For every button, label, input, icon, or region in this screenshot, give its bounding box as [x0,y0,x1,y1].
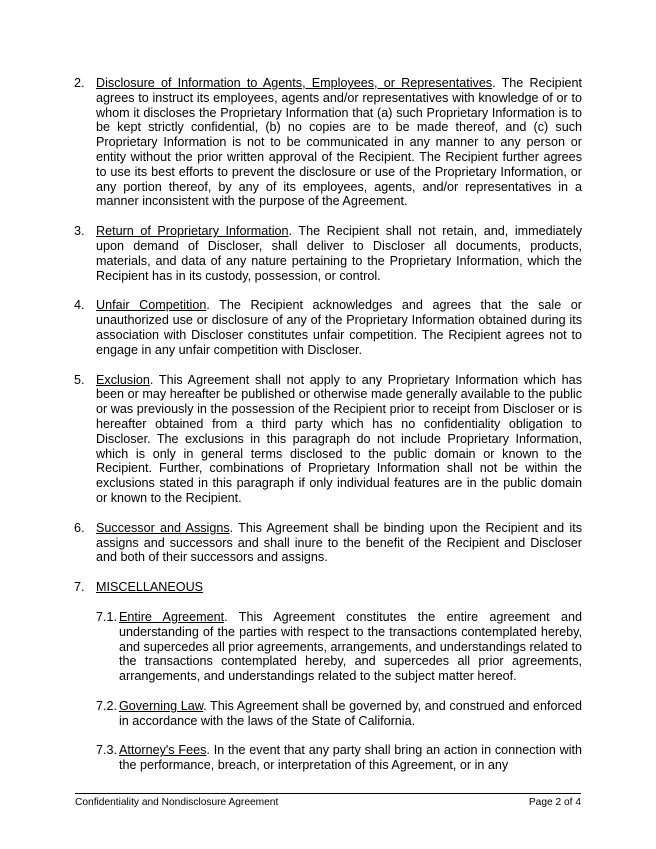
section-heading: Exclusion [96,372,150,387]
subsection-number: 7.2. [96,698,118,713]
section-body [96,298,582,357]
section-heading: MISCELLANEOUS [96,580,204,595]
subsection-body [119,699,582,729]
subsection-7-3 [96,743,582,773]
subsection-number: 7.1. [96,609,118,624]
subsection-text: . This Agreement constitutes the entire agreement and understanding of the parties with respect to the transactions contemplated hereby, and supercedes all prior agreements, arrangements, and understandings related to the transactions contemplated hereby, and supercedes all prior agreements, arrangements, and understandings related to the subject matter hereof. [119,609,582,684]
subsection-heading: Attorney's Fees [119,743,207,758]
section-4 [74,298,582,357]
subsection-text: . This Agreement shall be governed by, and construed and enforced in accordance with the laws of the State of California. [119,698,582,728]
subsection-body [119,743,582,773]
section-body [96,76,582,209]
section-text: . The Recipient acknowledges and agrees that the sale or unauthorized use or disclosure of any of the Proprietary Information obtained during its association with Discloser constitutes unfair competition. The Recipient agrees not to engage in any unfair competition with Discloser. [96,298,582,357]
agreement-sections [74,76,582,788]
subsection-7-2 [96,699,582,729]
section-text: . This Agreement shall be binding upon the Recipient and its assigns and successors and shall inure to the benefit of the Recipient and Discloser and both of their successors and assigns. [96,520,582,565]
footer-title: Confidentiality and Nondisclosure Agreement [75,797,279,808]
section-number: 7. [74,580,85,595]
page-footer [75,793,581,809]
subsection-heading: Entire Agreement [119,609,225,624]
section-body [96,580,582,595]
subsection-heading: Governing Law [119,698,204,713]
section-number: 2. [74,76,85,90]
section-5 [74,373,582,506]
subsection-text: . In the event that any party shall bring an action in connection with the performance, breach, or interpretation of this Agreement, or in any [119,743,582,773]
subsection-7-1 [96,610,582,684]
section-text: . The Recipient shall not retain, and, immediately upon demand of Discloser, shall deliver to Discloser all documents, products, materials, and data of any nature pertaining to the Proprietary Information, which the Recipient has in its custody, possession, or control. [96,224,583,283]
section-body [96,224,582,283]
section-body [96,373,582,506]
section-2 [74,76,582,209]
section-body [96,521,582,565]
subsection-body [119,610,582,684]
section-text: . The Recipient agrees to instruct its employees, agents and/or representatives with knowledge of or to whom it discloses the Proprietary Information that (a) such Proprietary Information is to be kept strictly confidential, (b) no copies are to be made thereof, and (c) such Proprietary Information is not to be communicated in any manner to any person or entity without the prior written approval of the Recipient. The Recipient further agrees to use its best efforts to prevent the disclosure or use of the Proprietary Information, or any portion thereof, by any of its employees, agents, and/or representatives in a manner inconsistent with the purpose of the Agreement. [96,76,582,209]
section-3 [74,224,582,283]
section-heading: Return of Proprietary Information [96,224,289,239]
section-6 [74,521,582,565]
section-text: . This Agreement shall not apply to any Proprietary Information which has been or may hereafter be published or otherwise made generally available to the public or was previously in the possession of the Recipient prior to receipt from Discloser or is hereafter obtained from a third party which has no confidentiality obligation to Discloser. The exclusions in this paragraph do not include Proprietary Information, which is only in general terms disclosed to the public domain or known to the Recipient. Further, combinations of Proprietary Information shall not be within the exclusions stated in this paragraph if only individual features are in the public domain or known to the Recipient. [96,372,582,505]
section-number: 3. [74,224,85,239]
page-number: Page 2 of 4 [528,797,581,808]
section-number: 6. [74,520,85,535]
section-heading: Unfair Competition [96,298,207,313]
subsection-number: 7.3. [96,743,118,758]
section-heading: Disclosure of Information to Agents, Employees, or Representatives [96,76,493,90]
section-number: 5. [74,372,85,387]
section-number: 4. [74,298,85,313]
section-heading: Successor and Assigns [96,520,230,535]
section-7 [74,580,582,595]
